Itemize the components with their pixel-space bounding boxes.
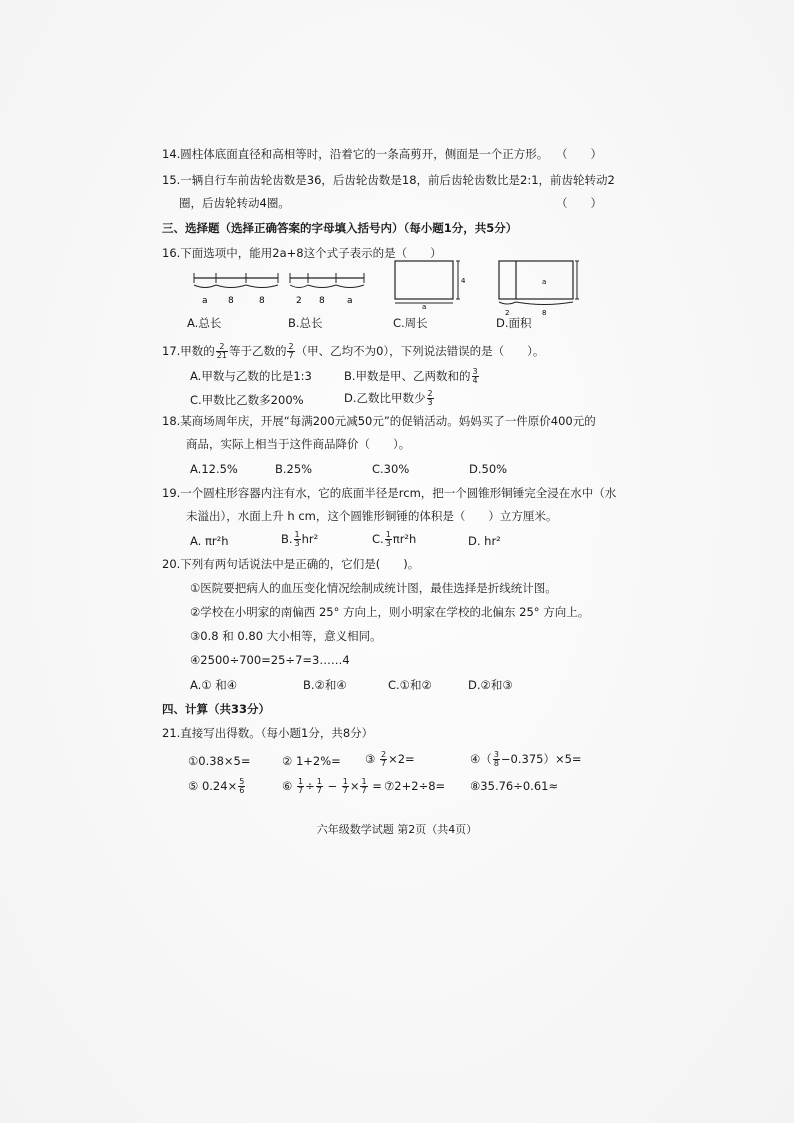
fraction — [342, 778, 349, 795]
fraction-numerator: 3 — [472, 367, 478, 376]
fraction-denominator: 6 — [239, 786, 245, 795]
option-text: B. — [281, 532, 293, 546]
question-16-stem: 16.下面选项中，能用2a+8这个式子表示的是（ ） — [162, 246, 442, 260]
figure-a-label-1: a — [202, 296, 208, 306]
question-17-stem-post: （甲、乙均不为0），下列说法错误的是（ ）。 — [295, 344, 545, 358]
fraction-numerator: 3 — [493, 750, 499, 759]
fraction-denominator: 7 — [380, 759, 387, 768]
fraction — [427, 390, 434, 407]
question-19-option-d[interactable]: D. hr² — [468, 534, 501, 548]
expression-text: = — [368, 779, 382, 793]
fraction-numerator: 1 — [294, 530, 300, 539]
option-text: πr²h — [392, 532, 417, 546]
expression-text: ×2= — [388, 752, 415, 766]
question-16-option-d[interactable]: D.面积 — [496, 316, 532, 330]
fraction-numerator: 2 — [380, 750, 387, 759]
expression-text: ③ — [365, 752, 379, 766]
fraction — [294, 531, 301, 548]
expression-text: × — [349, 779, 360, 793]
option-text: hr² — [301, 532, 319, 546]
question-15-answer-paren[interactable]: （ ） — [556, 196, 602, 210]
figure-a-label-3: 8 — [259, 296, 265, 306]
fraction-numerator: 1 — [342, 777, 348, 786]
question-20-option-d[interactable]: D.②和③ — [468, 678, 513, 692]
question-17-stem — [162, 340, 544, 362]
question-20-stem: 20.下列有两句话说法中是正确的，它们是( )。 — [162, 557, 420, 571]
fraction-denominator: 3 — [385, 539, 391, 548]
question-20-option-a[interactable]: A.① 和④ — [190, 678, 238, 692]
question-14 — [162, 146, 548, 162]
calc-4 — [470, 749, 582, 769]
fraction — [360, 778, 367, 795]
question-17-option-a[interactable]: A.甲数与乙数的比是1:3 — [190, 369, 312, 383]
option-text: B.甲数是甲、乙两数和的 — [344, 369, 471, 383]
fraction-numerator: 1 — [385, 530, 391, 539]
fraction — [238, 778, 245, 795]
fraction — [297, 778, 304, 795]
fraction-numerator: 5 — [239, 777, 245, 786]
section-4-title: 四、计算（共33分） — [162, 702, 271, 716]
question-20-option-b[interactable]: B.②和④ — [303, 678, 347, 692]
figure-b-segments — [288, 268, 368, 308]
question-15-line1: 15.一辆自行车前齿轮齿数是36，后齿轮齿数是18，前后齿轮齿数比是2:1，前齿轮转动2 — [162, 173, 615, 187]
fraction — [316, 778, 323, 795]
fraction — [216, 343, 228, 360]
question-17-option-b[interactable] — [344, 366, 480, 386]
question-18-option-b[interactable]: B.25% — [275, 462, 313, 476]
fraction — [493, 751, 500, 768]
option-text: C. — [372, 532, 384, 546]
fraction-denominator: 7 — [297, 786, 304, 795]
fraction-numerator: 1 — [361, 777, 367, 786]
figure-b-label-3: a — [347, 296, 353, 306]
question-17-option-c[interactable]: C.甲数比乙数多200% — [190, 393, 304, 407]
fraction — [472, 368, 479, 385]
fraction — [287, 343, 294, 360]
figure-d-label-2: 2 — [505, 309, 510, 317]
page-footer: 六年级数学试题 第2页（共4页） — [316, 823, 478, 836]
fraction-numerator: 2 — [288, 342, 294, 351]
expression-text: −0.375）×5= — [500, 752, 582, 766]
question-21-stem: 21.直接写出得数。（每小题1分，共8分） — [162, 726, 374, 740]
question-20-statement-4: ④2500÷700=25÷7=3……4 — [190, 653, 350, 667]
calc-2: ② 1+2%= — [282, 754, 341, 768]
question-18-line1: 18.某商场周年庆，开展“每满200元减50元”的促销活动。妈妈买了一件原价400元的 — [162, 414, 596, 428]
question-20-statement-1: ①医院要把病人的血压变化情况绘制成统计图，最佳选择是折线统计图。 — [190, 581, 557, 595]
expression-text: ⑤ 0.24× — [188, 779, 238, 793]
calc-3 — [365, 749, 415, 769]
section-3-title: 三、选择题（选择正确答案的字母填入括号内）（每小题1分，共5分） — [162, 221, 518, 235]
option-text: D.乙数比甲数少 — [344, 391, 426, 405]
figure-b-label-1: 2 — [296, 296, 302, 306]
fraction-denominator: 8 — [493, 759, 499, 768]
figure-d-rectangles — [496, 258, 582, 318]
expression-text: − — [323, 779, 341, 793]
question-19-option-b[interactable] — [281, 529, 318, 549]
fraction-denominator: 7 — [288, 351, 294, 360]
calc-6 — [282, 776, 382, 796]
fraction — [380, 751, 387, 768]
question-16-option-a[interactable]: A.总长 — [187, 316, 222, 330]
question-19-option-c[interactable] — [372, 529, 416, 549]
question-18-option-a[interactable]: A.12.5% — [190, 462, 238, 476]
fraction-denominator: 3 — [294, 539, 300, 548]
question-19-line1: 19.一个圆柱形容器内注有水，它的底面半径是rcm，把一个圆锥形铜锤完全浸在水中（水 — [162, 486, 617, 500]
calc-5 — [188, 776, 246, 796]
fraction-numerator: 2 — [427, 389, 433, 398]
question-20-option-c[interactable]: C.①和② — [388, 678, 432, 692]
figure-c-label-width: a — [422, 303, 427, 310]
question-14-answer-paren[interactable]: （ ） — [556, 147, 602, 161]
figure-c-label-height: 4 — [461, 277, 466, 285]
fraction-numerator: 1 — [297, 777, 304, 786]
fraction-numerator: 2 — [216, 343, 228, 352]
calc-7: ⑦2+2÷8= — [384, 779, 446, 793]
expression-text: ÷ — [305, 779, 315, 793]
fraction-denominator: 7 — [361, 786, 367, 795]
figure-a-label-2: 8 — [228, 296, 234, 306]
calc-8: ⑧35.76÷0.61≈ — [470, 779, 559, 793]
figure-b-label-2: 8 — [319, 296, 325, 306]
question-17-stem-pre: 17.甲数的 — [162, 344, 215, 358]
question-20-statement-3: ③0.8 和 0.80 大小相等，意义相同。 — [190, 629, 382, 643]
question-18-option-d[interactable]: D.50% — [469, 462, 508, 476]
question-16-option-c[interactable]: C.周长 — [393, 316, 428, 330]
question-14-text: 14.圆柱体底面直径和高相等时，沿着它的一条高剪开，侧面是一个正方形。 — [162, 147, 549, 161]
question-16-option-b[interactable]: B.总长 — [288, 316, 323, 330]
figure-d-label-8: 8 — [542, 309, 547, 317]
expression-text: ④（ — [470, 752, 492, 766]
calc-1: ①0.38×5= — [188, 754, 251, 768]
fraction-numerator: 1 — [316, 777, 322, 786]
figure-c-rectangle — [392, 258, 472, 310]
fraction-denominator: 7 — [316, 786, 322, 795]
expression-text: ⑥ — [282, 779, 296, 793]
question-19-line2: 未溢出），水面上升 h cm，这个圆锥形铜锤的体积是（ ）立方厘米。 — [186, 509, 558, 523]
fraction-denominator: 4 — [472, 376, 478, 385]
question-19-option-a[interactable]: A. πr²h — [190, 534, 229, 548]
question-17-stem-mid: 等于乙数的 — [228, 344, 287, 358]
figure-a-segments — [192, 268, 282, 308]
question-18-option-c[interactable]: C.30% — [372, 462, 410, 476]
fraction-denominator: 3 — [427, 398, 433, 407]
fraction — [385, 531, 392, 548]
question-18-line2: 商品，实际上相当于这件商品降价（ ）。 — [186, 437, 411, 451]
question-17-option-d[interactable] — [344, 388, 435, 408]
fraction-denominator: 7 — [342, 786, 348, 795]
question-15-line2: 圈，后齿轮转动4圈。 — [179, 196, 290, 210]
question-20-statement-2: ②学校在小明家的南偏西 25° 方向上，则小明家在学校的北偏东 25° 方向上。 — [190, 605, 590, 619]
fraction-denominator: 21 — [216, 351, 227, 360]
figure-d-label-a: a — [542, 278, 547, 286]
